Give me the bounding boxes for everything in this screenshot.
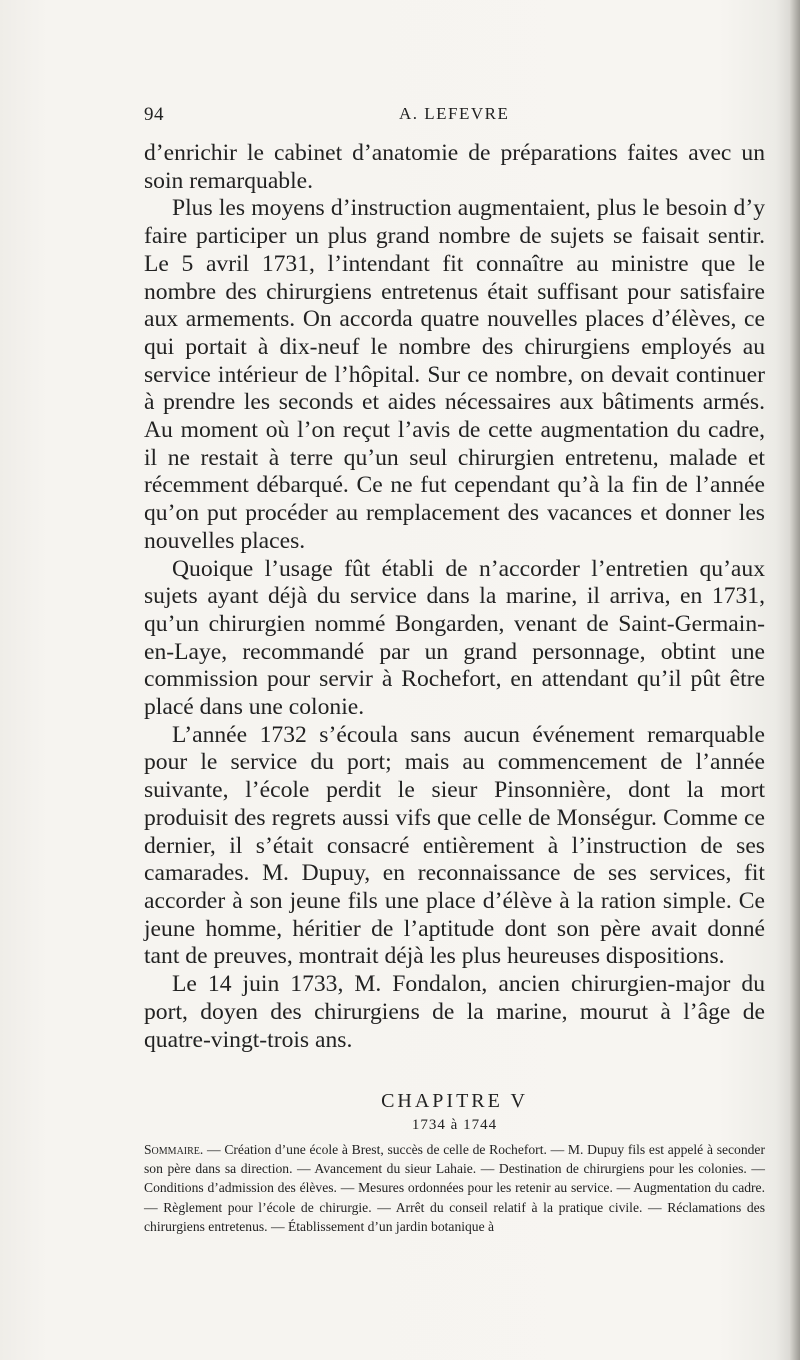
paragraph: Le 14 juin 1733, M. Fondalon, ancien chirurgien-major du port, doyen des chirurgiens de la marine, mourut à l’âge de quatre-vingt-trois ans. xyxy=(144,971,765,1053)
page-number: 94 xyxy=(144,104,164,125)
paragraph: L’année 1732 s’écoula sans aucun événement remarquable pour le service du port; mais au commencement de l’année suivante, l’école perdit le sieur Pinsonnière, dont la mort produisit des regrets aussi vifs que celle de Monségur. Comme ce dernier, il s’était consacré entièrement à l’instruction de ses camarades. M. Dupuy, en reconnaissance de ses services, fit accorder à son jeune fils une place d’élève à la ration simple. Ce jeune homme, héritier de l’aptitude dont son père avait donné tant de preuves, montrait déjà les plus heureuses dispositions. xyxy=(144,721,765,970)
chapter-summary xyxy=(144,1140,765,1236)
page-header xyxy=(144,104,765,134)
chapter-title: CHAPITRE V xyxy=(381,1090,528,1112)
paragraph: Plus les moyens d’instruction augmentaient, plus le besoin d’y faire participer un plus grand nombre de sujets se faisait sentir. Le 5 avril 1731, l’intendant fit connaître au ministre que le nombre des chirurgiens entretenus était suffisant pour satisfaire aux armements. On accorda quatre nouvelles places d’élèves, ce qui portait à dix-neuf le nombre des chirurgiens employés au service intérieur de l’hôpital. Sur ce nombre, on devait continuer à prendre les seconds et aides nécessaires aux bâtiments armés. Au moment où l’on reçut l’avis de cette augmentation du cadre, il ne restait à terre qu’un seul chirurgien entretenu, malade et récemment débarqué. Ce ne fut cependant qu’à la fin de l’année qu’on put procéder au remplacement des vacances et donner les nouvelles places. xyxy=(144,195,765,554)
body-text xyxy=(144,140,765,1054)
chapter-dates: 1734 à 1744 xyxy=(411,1117,498,1133)
paragraph: d’enrichir le cabinet d’anatomie de préparations faites avec un soin remarquable. xyxy=(144,140,765,194)
page-binding-edge xyxy=(790,0,800,1360)
summary-label: Sommaire. xyxy=(144,1142,204,1157)
summary-text: — Création d’une école à Brest, succès de celle de Rochefort. — M. Dupuy fils est appelé à seconder son père dans sa direction. — Avancement du sieur Lahaie. — Destination de chirurgiens pour les colonies. — Conditions d’admission des élèves. — Mesures ordonnées pour les retenir au service. — Augmentation du cadre. — Règlement pour l’école de chirurgie. — Arrêt du conseil relatif à la pratique civile. — Réclamations des chirurgiens entretenus. — Établissement d’un jardin botanique à xyxy=(144,1142,765,1234)
running-head: A. LEFEVRE xyxy=(399,104,510,123)
paragraph: Quoique l’usage fût établi de n’accorder l’entretien qu’aux sujets ayant déjà du service dans la marine, il arriva, en 1731, qu’un chirurgien nommé Bongarden, venant de Saint-Germain-en-Laye, recommandé par un grand personnage, obtint une commission pour servir à Rochefort, en attendant qu’il pût être placé dans une colonie. xyxy=(144,555,765,721)
